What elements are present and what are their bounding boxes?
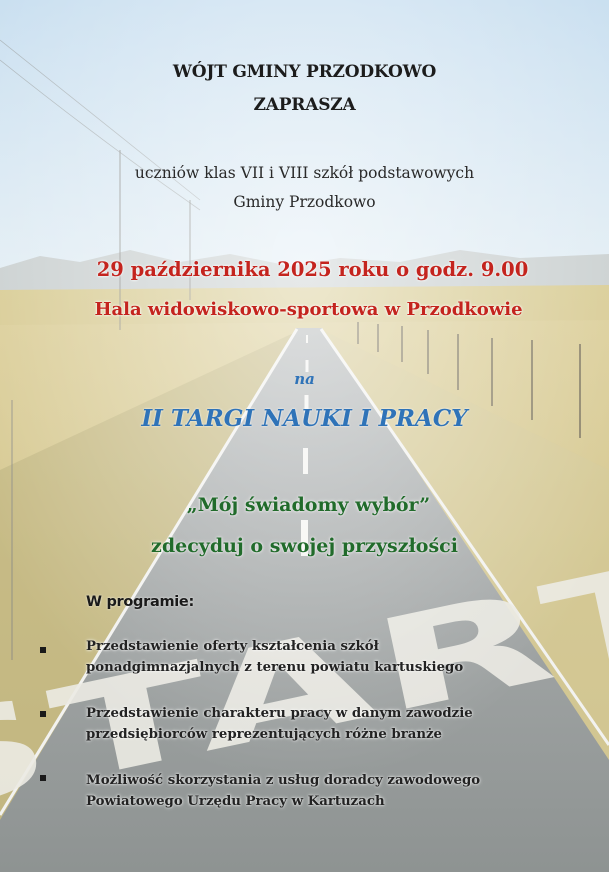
bullet-icon — [40, 775, 46, 781]
event-date: 29 października 2025 roku o godz. 9.00 — [96, 258, 529, 281]
program-item-2-line-2: przedsiębiorców reprezentujących różne branże — [86, 727, 443, 742]
event-venue: Hala widowiskowo-sportowa w Przodkowie — [94, 299, 523, 320]
program-item-1-line-1: Przedstawienie oferty kształcenia szkół — [86, 639, 379, 654]
program-item-3-line-1: Możliwość skorzystania z usług doradcy zawodowego — [86, 773, 481, 788]
audience-line-2: Gminy Przodkowo — [233, 193, 376, 211]
program-item-2 — [86, 703, 596, 745]
audience-line-1: uczniów klas VII i VIII szkół podstawowych — [134, 164, 475, 182]
program-item-3-line-2: Powiatowego Urzędu Pracy w Kartuzach — [86, 794, 385, 809]
connector-na: na — [294, 370, 315, 388]
program-item-3 — [86, 770, 596, 812]
bullet-icon — [40, 711, 46, 717]
program-item-2-line-1: Przedstawienie charakteru pracy w danym zawodzie — [86, 706, 473, 721]
program-heading: W programie: — [86, 594, 194, 610]
event-title: II TARGI NAUKI I PRACY — [141, 405, 468, 432]
motto-line-1: „Mój świadomy wybór” — [186, 494, 431, 516]
invitation-verb: ZAPRASZA — [253, 95, 356, 115]
motto-line-2: zdecyduj o swojej przyszłości — [151, 535, 458, 557]
invitation-host: WÓJT GMINY PRZODKOWO — [172, 62, 437, 82]
program-item-1 — [86, 636, 596, 678]
program-item-1-line-2: ponadgimnazjalnych z terenu powiatu kartuskiego — [86, 660, 464, 675]
bullet-icon — [40, 647, 46, 653]
